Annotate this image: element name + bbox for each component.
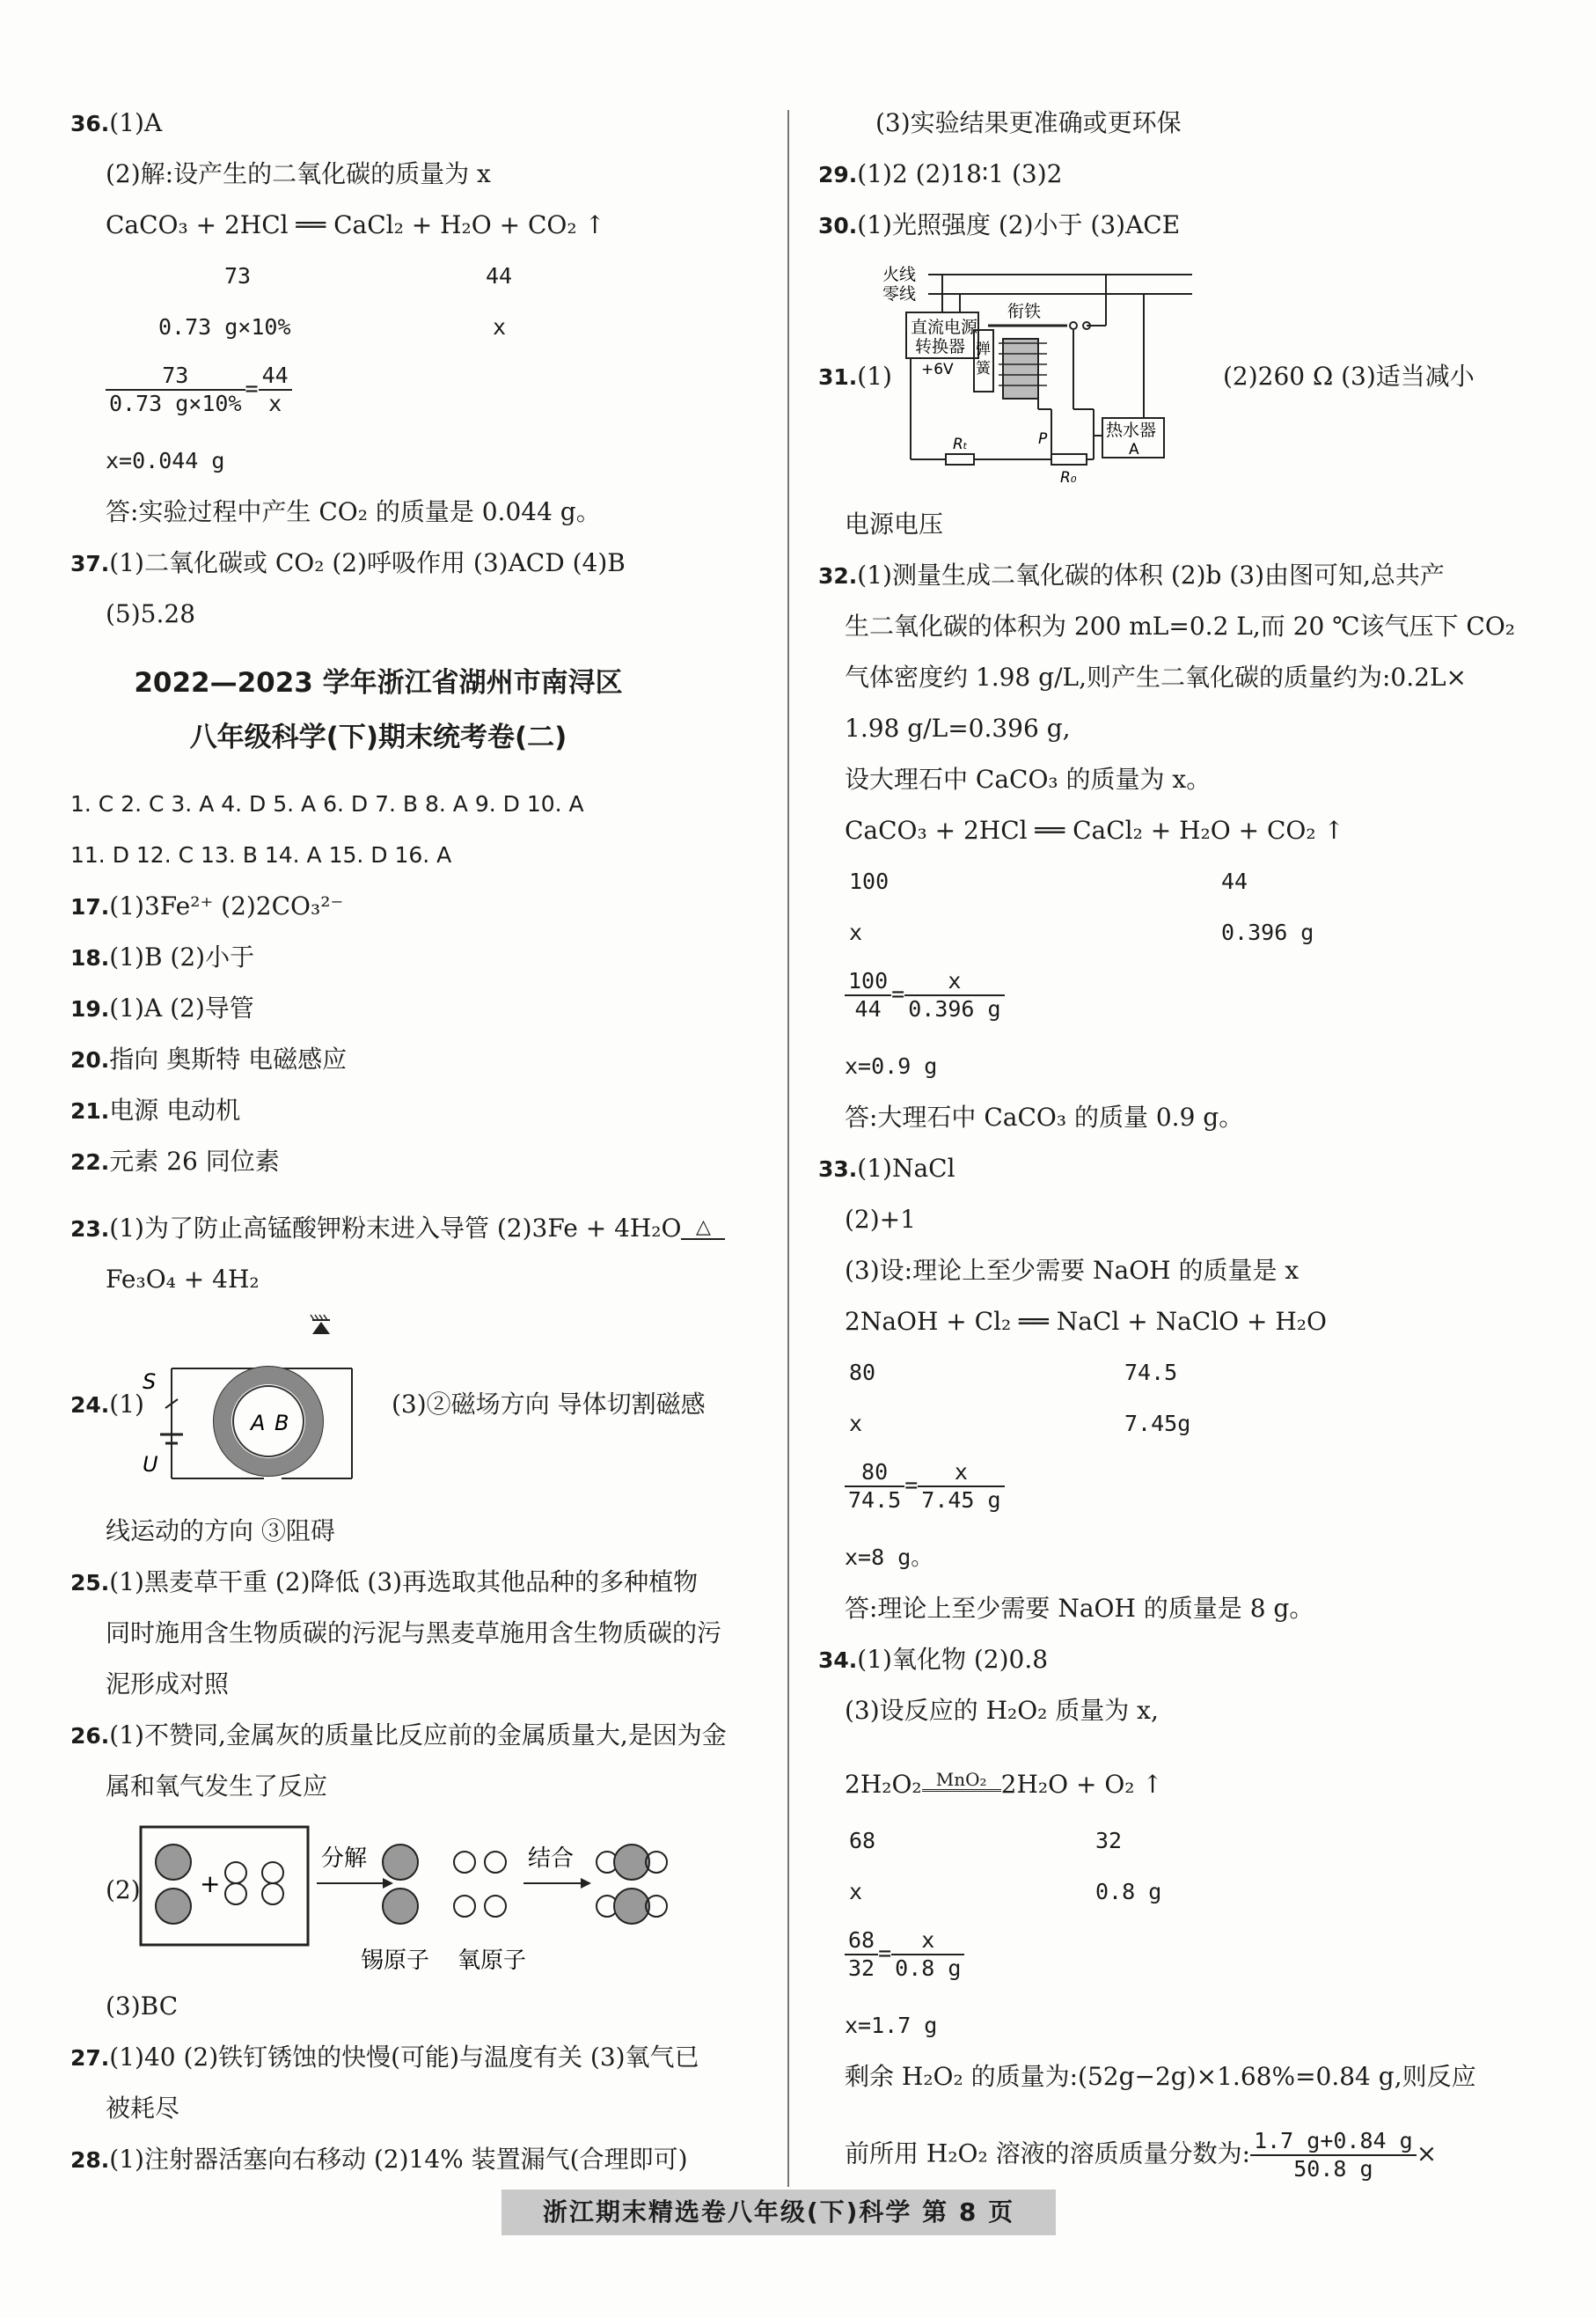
- label-zero-wire: 零线: [882, 284, 917, 304]
- q34-proportion: $\frac{68}{32}$ = $\frac{x}{0.8 g}$: [845, 1927, 964, 1982]
- q32-line3: 气体密度约 1.98 g/L,则产生二氧化碳的质量约为:0.2L×: [845, 663, 1468, 692]
- q32-result: x=0.9 g: [845, 1053, 938, 1079]
- q36-result: x=0.044 g: [106, 448, 225, 473]
- tin-atom: [156, 1889, 191, 1924]
- iron-ring: [223, 1375, 314, 1467]
- q34-line-fraction: 前所用 H₂O₂ 溶液的溶质质量分数为: $\frac{1.7 g+0.84 g}{50.8 g}$ ×: [845, 2128, 1438, 2182]
- label-fire-wire: 火线: [882, 265, 917, 284]
- q27-line1: 27.(1)40 (2)铁钉锈蚀的快慢(可能)与温度有关 (3)氧气已: [70, 2043, 699, 2072]
- q24-line1: 24.(1): [70, 1390, 144, 1419]
- thermistor: [946, 454, 974, 465]
- rheostat: [1051, 454, 1087, 465]
- oxygen-atom: [262, 1862, 283, 1883]
- plus-sign: +: [200, 1869, 221, 1898]
- q33-value1: x: [849, 1411, 863, 1436]
- q27-line2: 被耗尽: [106, 2094, 180, 2123]
- q26-part2-label: (2): [106, 1875, 141, 1904]
- contact: [1070, 322, 1077, 329]
- heat-condition: △: [681, 1217, 725, 1240]
- tin-atom: [614, 1889, 649, 1924]
- label-dc-2: 转换器: [915, 337, 966, 356]
- q34-part3: (3)设反应的 H₂O₂ 质量为 x,: [845, 1696, 1159, 1725]
- fraction: $\frac{73}{0.73 g\times 10\%}$: [106, 363, 245, 417]
- section-title-1: 2022—2023 学年浙江省湖州市南浔区: [134, 667, 623, 699]
- q32-mass1: 100: [849, 869, 890, 894]
- fraction: $\frac{68}{32}$: [845, 1927, 878, 1982]
- q33-mass2: 74.5: [1124, 1360, 1178, 1385]
- q32-line4: 1.98 g/L=0.396 g,: [845, 714, 1071, 743]
- label-spring-2: 簧: [976, 360, 991, 378]
- q31-circuit-diagram: [875, 255, 1210, 497]
- fraction: $\frac{x}{0.8 g}$: [891, 1927, 964, 1982]
- label-oxygen-atom: 氧原子: [458, 1948, 527, 1974]
- oxygen-atom: [454, 1852, 475, 1873]
- q17: 17.(1)3Fe²⁺ (2)2CO₃²⁻: [70, 891, 344, 921]
- q29: 29.(1)2 (2)18∶1 (3)2: [818, 159, 1063, 188]
- q32-answer: 答:大理石中 CaCO₃ 的质量 0.9 g。: [845, 1103, 1244, 1132]
- label-a: A: [251, 1411, 266, 1435]
- oxygen-atom: [485, 1896, 506, 1917]
- tin-atom: [383, 1845, 418, 1880]
- q28-part3: (3)实验结果更准确或更环保: [875, 108, 1182, 137]
- q33-proportion: $\frac{80}{74.5}$ = $\frac{x}{7.45 g}$: [845, 1459, 1005, 1514]
- label-armature: 衔铁: [1007, 302, 1042, 321]
- fraction: $\frac{44}{x}$: [259, 363, 292, 417]
- label-spring-1: 弹: [976, 341, 991, 358]
- q33-result: x=8 g。: [845, 1544, 933, 1570]
- q34-equation: 2H₂O₂ MnO₂ 2H₂O + O₂ ↑: [845, 1769, 1163, 1799]
- q20: 20.指向 奥斯特 电磁感应: [70, 1045, 348, 1074]
- tin-atom: [614, 1845, 649, 1880]
- label-heater-a: A: [1129, 441, 1139, 458]
- catalyst: MnO₂: [922, 1770, 1001, 1792]
- q34-line-remaining: 剩余 H₂O₂ 的质量为:(52g−2g)×1.68%=0.84 g,则反应: [845, 2062, 1476, 2091]
- q33-part3: (3)设:理论上至少需要 NaOH 的质量是 x: [845, 1256, 1299, 1285]
- q34-value1: x: [849, 1879, 863, 1904]
- q19: 19.(1)A (2)导管: [70, 994, 254, 1023]
- label-tin-atom: 锡原子: [361, 1948, 430, 1974]
- fraction: $\frac{1.7 g+0.84 g}{50.8 g}$: [1250, 2128, 1417, 2182]
- label-b: B: [275, 1411, 289, 1435]
- q37-line2: (5)5.28: [106, 599, 196, 628]
- q25-line2: 同时施用含生物质碳的污泥与黑麦草施用含生物质碳的污: [106, 1618, 722, 1647]
- q32-line5: 设大理石中 CaCO₃ 的质量为 x。: [845, 765, 1212, 794]
- q36-mass1: 73: [224, 263, 252, 289]
- column-divider: [787, 110, 789, 2187]
- q37-line1: 37.(1)二氧化碳或 CO₂ (2)呼吸作用 (3)ACD (4)B: [70, 548, 626, 577]
- tin-atom: [156, 1845, 191, 1880]
- label-r0: R₀: [1060, 469, 1077, 487]
- q25-line1: 25.(1)黑麦草干重 (2)降低 (3)再选取其他品种的多种植物: [70, 1567, 699, 1596]
- q30: 30.(1)光照强度 (2)小于 (3)ACE: [818, 210, 1181, 239]
- fraction: $\frac{x}{7.45 g}$: [918, 1459, 1004, 1514]
- q32-value1: x: [849, 920, 863, 945]
- label-decompose: 分解: [321, 1845, 368, 1872]
- q23-line2: Fe₃O₄ + 4H₂: [106, 1265, 260, 1294]
- q34-line1: 34.(1)氧化物 (2)0.8: [818, 1645, 1049, 1674]
- q34-result: x=1.7 g: [845, 2013, 938, 2038]
- q36-line1: 36.(1)A: [70, 108, 163, 137]
- q34-value2: 0.8 g: [1095, 1879, 1162, 1904]
- pivot-triangle: [312, 1322, 330, 1334]
- q18: 18.(1)B (2)小于: [70, 943, 255, 972]
- q32-line1: 32.(1)测量生成二氧化碳的体积 (2)b (3)由图可知,总共产: [818, 561, 1445, 590]
- electromagnet-coil: [1003, 339, 1038, 399]
- label-heater: 热水器: [1106, 421, 1157, 440]
- q33-mass1: 80: [849, 1360, 876, 1385]
- oxygen-atom: [225, 1862, 246, 1883]
- q36-value2: x: [493, 314, 507, 340]
- q24-text2: 线运动的方向 ③阻碍: [106, 1516, 335, 1545]
- q36-value1: 0.73 g×10%: [158, 314, 291, 340]
- q26-line1: 26.(1)不赞同,金属灰的质量比反应前的金属质量大,是因为金: [70, 1720, 727, 1750]
- label-dc-1: 直流电源: [911, 318, 978, 337]
- q32-value2: 0.396 g: [1221, 920, 1314, 945]
- q33-line1: 33.(1)NaCl: [818, 1154, 955, 1183]
- oxygen-atom: [485, 1852, 506, 1873]
- label-6v: +6V: [921, 361, 954, 378]
- q34-mass2: 32: [1095, 1828, 1123, 1853]
- q36-proportion: $\frac{73}{0.73 g\times 10\%}$ = $\frac{44}{x}$: [106, 363, 292, 417]
- q32-line2: 生二氧化碳的体积为 200 mL=0.2 L,而 20 ℃该气压下 CO₂: [845, 612, 1516, 641]
- tin-atom: [383, 1889, 418, 1924]
- container-box: [141, 1827, 308, 1945]
- q32-equation: CaCO₃ + 2HCl ══ CaCl₂ + H₂O + CO₂ ↑: [845, 816, 1344, 845]
- fraction: $\frac{x}{0.396 g}$: [904, 968, 1004, 1023]
- q34-mass1: 68: [849, 1828, 876, 1853]
- q28-line1: 28.(1)注射器活塞向右移动 (2)14% 装置漏气(合理即可): [70, 2145, 688, 2174]
- label-rt: Rₜ: [953, 436, 968, 453]
- q36-equation: CaCO₃ + 2HCl ══ CaCl₂ + H₂O + CO₂ ↑: [106, 210, 605, 239]
- label-p: P: [1038, 430, 1048, 448]
- q21: 21.电源 电动机: [70, 1096, 241, 1125]
- q36-line2: (2)解:设产生的二氧化碳的质量为 x: [106, 159, 491, 188]
- mc-answers-2: 11. D 12. C 13. B 14. A 15. D 16. A: [70, 842, 452, 868]
- label-s: S: [143, 1369, 157, 1394]
- q24-circuit-diagram: [132, 1311, 361, 1496]
- q22: 22.元素 26 同位素: [70, 1147, 280, 1176]
- q33-value2: 7.45g: [1124, 1411, 1191, 1436]
- q31-text1: (2)260 Ω (3)适当减小: [1223, 362, 1475, 391]
- q26-part3: (3)BC: [106, 1992, 179, 2021]
- oxygen-atom: [454, 1896, 475, 1917]
- label-combine: 结合: [528, 1845, 575, 1872]
- label-u: U: [143, 1452, 158, 1477]
- page-footer: 浙江期末精选卷八年级(下)科学 第 8 页: [501, 2190, 1056, 2235]
- q31-text2: 电源电压: [845, 510, 944, 539]
- mc-answers-1: 1. C 2. C 3. A 4. D 5. A 6. D 7. B 8. A 9. D 10. A: [70, 791, 584, 817]
- oxygen-atom: [262, 1883, 283, 1904]
- oxygen-atom: [225, 1883, 246, 1904]
- ring-inner: [233, 1386, 304, 1456]
- q25-line3: 泥形成对照: [106, 1669, 230, 1698]
- q32-proportion: $\frac{100}{44}$ = $\frac{x}{0.396 g}$: [845, 968, 1005, 1023]
- q23-line1: 23.(1)为了防止高锰酸钾粉末进入导管 (2)3Fe + 4H₂O △: [70, 1213, 725, 1245]
- q36-mass2: 44: [486, 263, 513, 289]
- fraction: $\frac{100}{44}$: [845, 968, 891, 1023]
- q36-answer: 答:实验过程中产生 CO₂ 的质量是 0.044 g。: [106, 497, 601, 526]
- arrowhead-icon: [581, 1878, 591, 1889]
- q33-part2: (2)+1: [845, 1205, 916, 1234]
- q24-text1: (3)②磁场方向 导体切割磁感: [392, 1390, 706, 1419]
- q33-equation: 2NaOH + Cl₂ ══ NaCl + NaClO + H₂O: [845, 1307, 1327, 1336]
- q32-mass2: 44: [1221, 869, 1248, 894]
- q26-particle-diagram: [132, 1820, 695, 1978]
- section-title-2: 八年级科学(下)期末统考卷(二): [189, 722, 567, 753]
- q31-line1: 31.(1): [818, 362, 892, 391]
- q26-line2: 属和氧气发生了反应: [106, 1772, 328, 1801]
- fraction: $\frac{80}{74.5}$: [845, 1459, 904, 1514]
- q33-answer: 答:理论上至少需要 NaOH 的质量是 8 g。: [845, 1594, 1314, 1623]
- arrowhead-icon: [383, 1878, 393, 1889]
